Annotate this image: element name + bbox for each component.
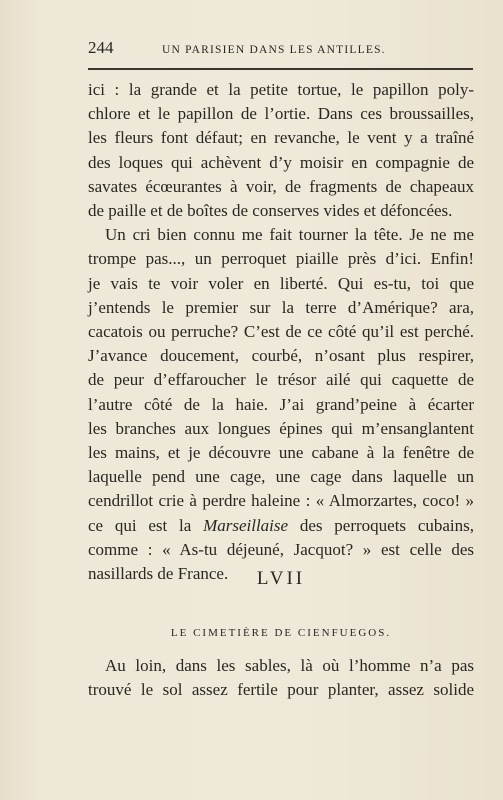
text-line: de peur d’effaroucher le trésor ailé qui caquette de	[88, 370, 474, 390]
text-line: savates écœurantes à voir, de fragments de chapeaux	[88, 176, 474, 196]
body-text	[88, 78, 474, 586]
text-line: cendrillot crie à perdre haleine : « Almorzartes, coco! »	[88, 491, 474, 511]
text-line: les mains, et je découvre une cabane à la fenêtre de	[88, 443, 474, 463]
text-line: J’avance doucement, courbé, n’osant plus respirer,	[88, 346, 474, 366]
header-rule	[88, 68, 473, 70]
text-line: l’autre côté de la haie. J’ai grand’peine à écarter	[88, 394, 474, 414]
chapter-number: LVII	[256, 568, 306, 589]
text-line: des loques qui achèvent d’y moisir en compagnie de	[88, 152, 474, 172]
page-number: 244	[88, 38, 114, 57]
paragraph-3	[88, 654, 474, 702]
text-line: comme : « As-tu déjeuné, Jacquot? » est celle des	[88, 539, 474, 559]
text-line: trompe pas..., un perroquet piaille près d’ici. Enfin!	[88, 249, 474, 269]
text-fragment: ce qui est la	[88, 515, 204, 535]
text-line: Un cri bien connu me fait tourner la tête. Je ne me	[105, 225, 474, 245]
text-line: trouvé le sol assez fertile pour planter, assez solide	[88, 680, 474, 700]
text-line: les branches aux longues épines qui m’ensanglantent	[88, 418, 474, 438]
text-line: laquelle pend une cage, une cage dans laquelle un	[88, 467, 474, 487]
paragraph-2	[88, 223, 474, 586]
text-line-italic	[88, 514, 474, 538]
text-line: ici : la grande et la petite tortue, le papillon poly-	[88, 80, 474, 99]
text-line: les fleurs font défaut; en revanche, le vent y a traîné	[88, 128, 474, 148]
text-line: nasillards de France.	[88, 564, 229, 584]
text-line: Au loin, dans les sables, là où l’homme n’a pas	[105, 656, 474, 675]
italic-title: Marseillaise	[203, 515, 289, 535]
text-fragment: des perroquets cubains,	[288, 515, 475, 535]
running-head: UN PARISIEN DANS LES ANTILLES.	[162, 44, 386, 56]
text-line: de paille et de boîtes de conserves vides et défoncées.	[88, 201, 453, 221]
chapter-title: LE CIMETIÈRE DE CIENFUEGOS.	[170, 627, 392, 639]
text-line: chlore et le papillon de l’ortie. Dans ces broussailles,	[88, 104, 474, 124]
text-line: cacatois ou perruche? C’est de ce côté qu’il est perché.	[88, 322, 474, 342]
text-line: je vais te voir voler en liberté. Qui es-tu, toi que	[88, 273, 474, 293]
page-header	[88, 38, 475, 60]
paragraph-1	[88, 78, 474, 223]
text-line: j’entends le premier sur la terre d’Amérique? ara,	[88, 297, 474, 317]
